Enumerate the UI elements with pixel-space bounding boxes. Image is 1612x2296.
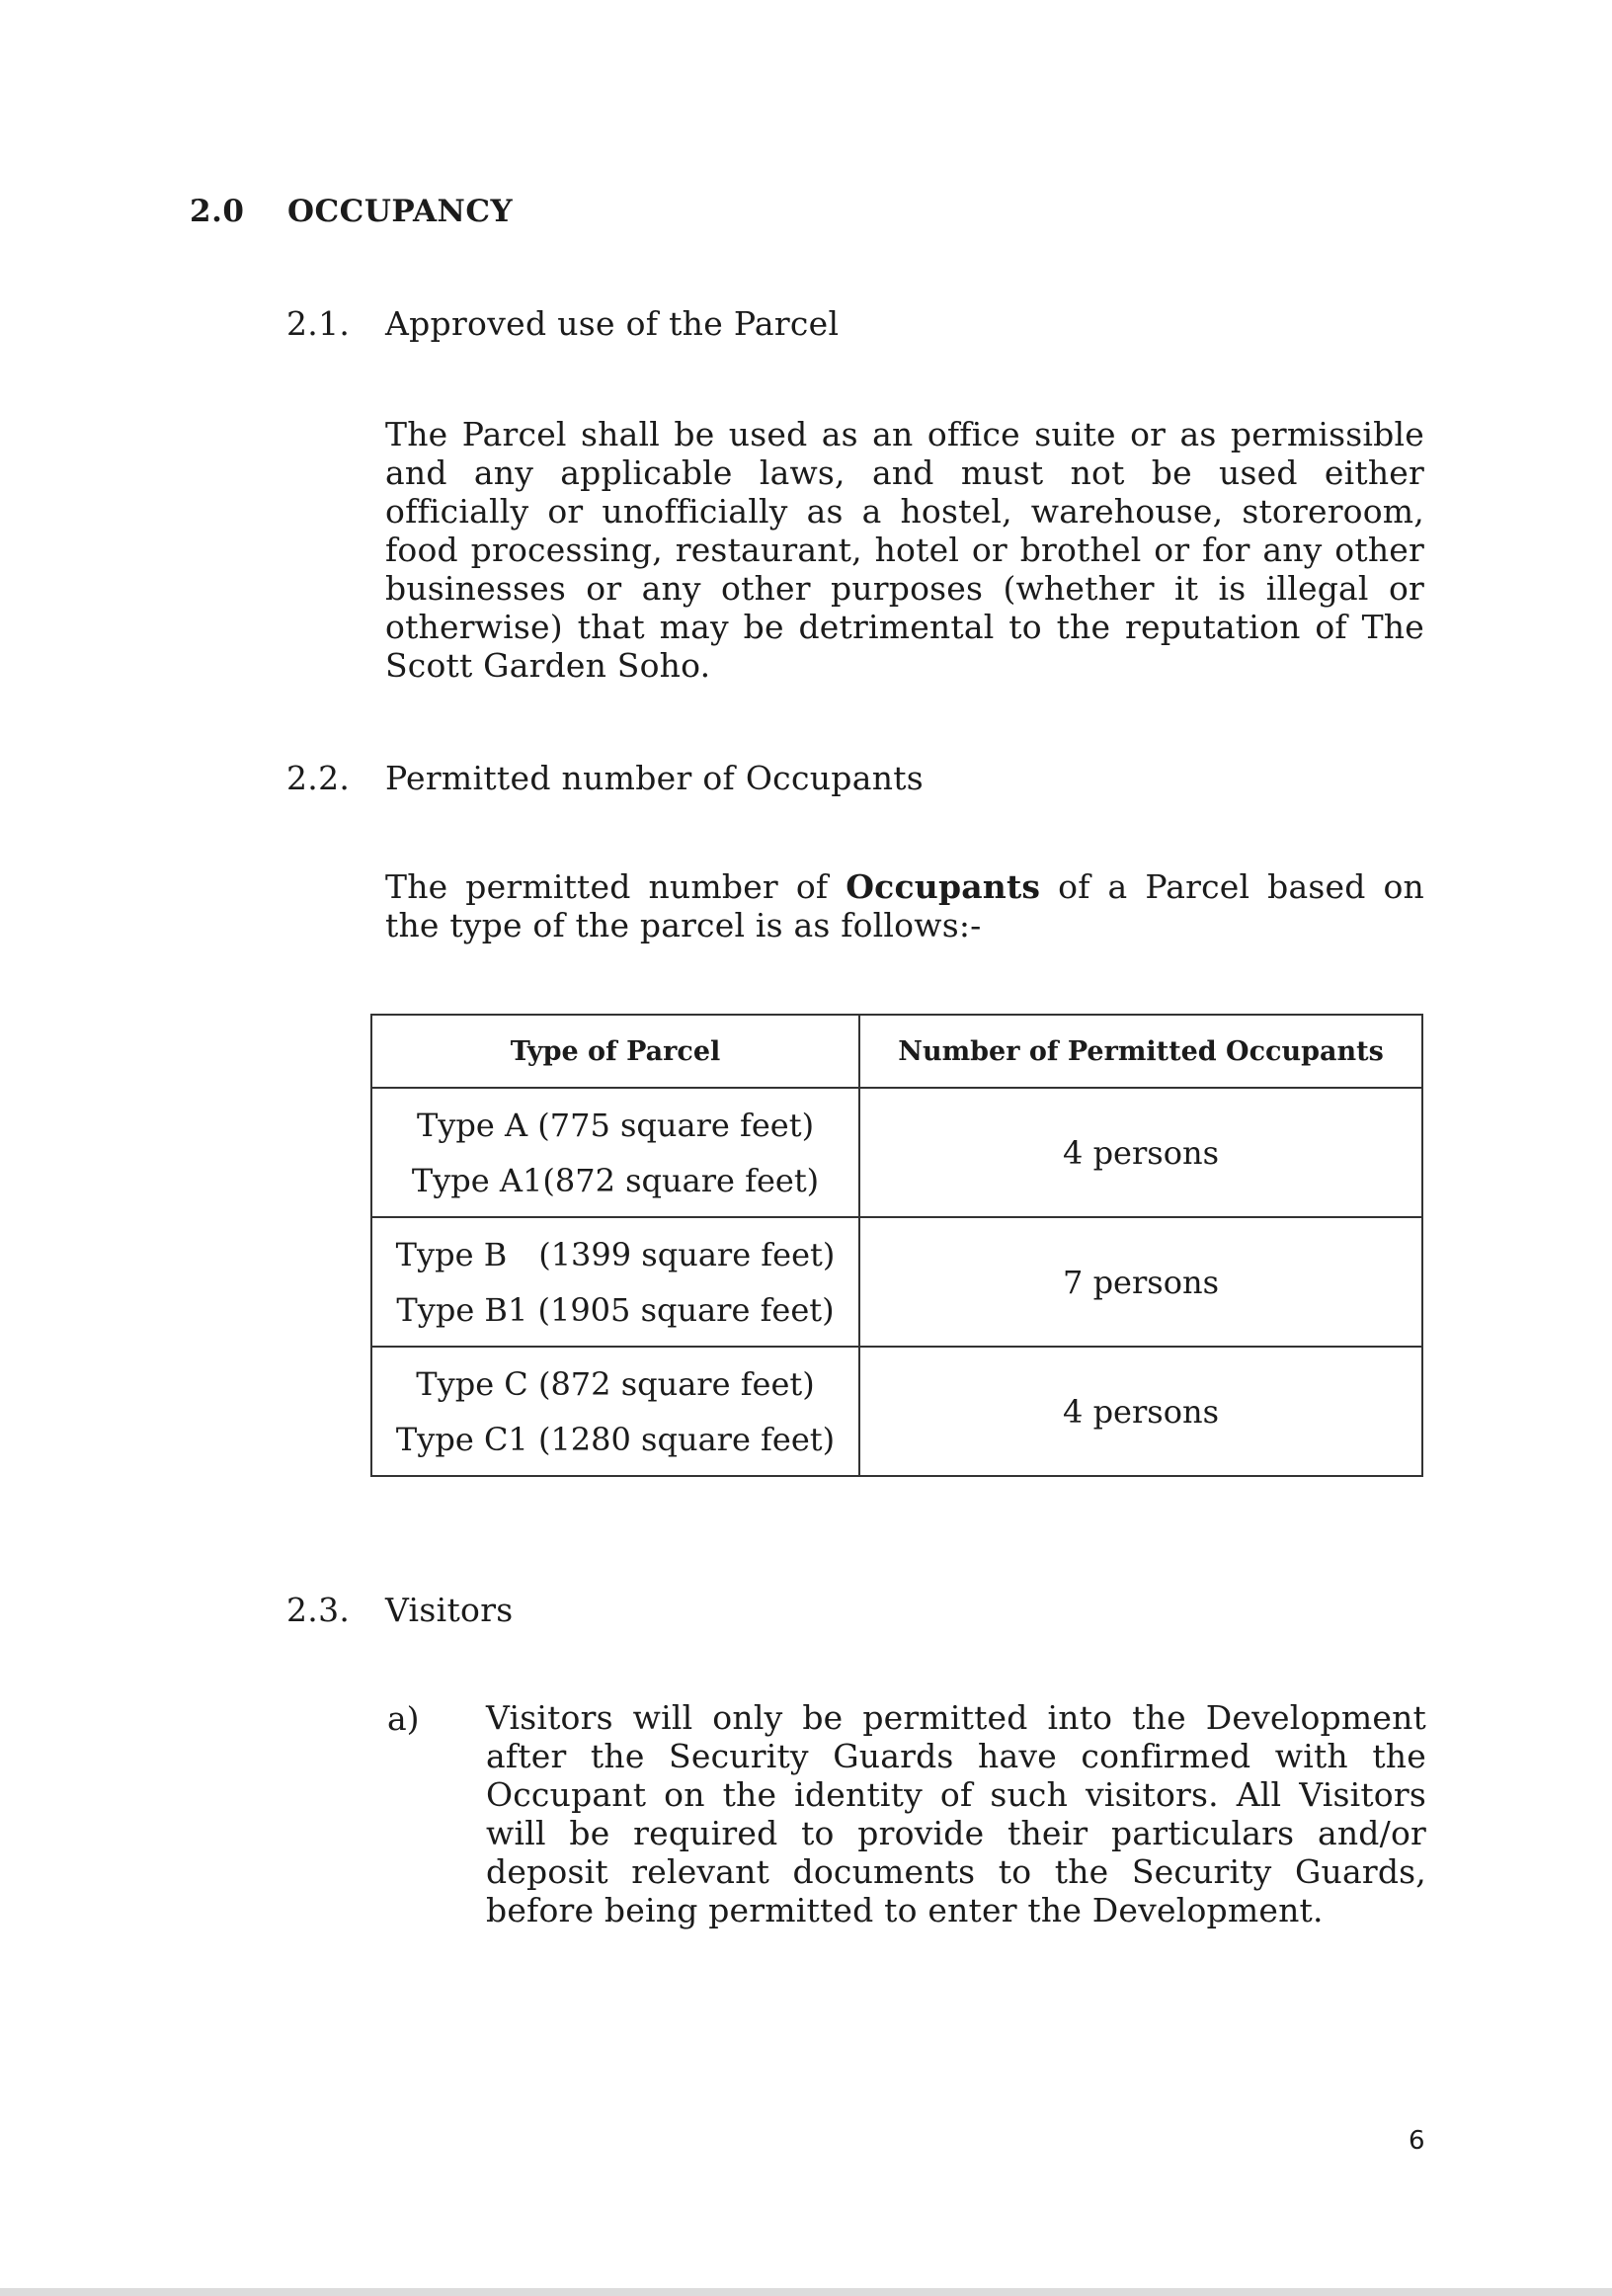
parcel-type-cell (371, 1088, 859, 1217)
header-permitted-occupants: Number of Permitted Occupants (859, 1015, 1422, 1088)
subsection-title: Visitors (385, 1591, 514, 1629)
table-row (371, 1347, 1422, 1476)
parcel-type: Type A (775 square feet) (416, 1106, 815, 1144)
header-type-of-parcel: Type of Parcel (371, 1015, 859, 1088)
paragraph-text: of a Parcel based on the type of the parcel is as follows:- (385, 867, 1424, 944)
bold-term: Occupants (846, 867, 1041, 906)
parcel-type: Type A1(872 square feet) (411, 1161, 820, 1199)
subsection-number: 2.3. (286, 1591, 351, 1629)
permitted-occupants-paragraph (385, 867, 1424, 944)
visitors-paragraph: Visitors will only be permitted into the Development after the Security Guards have confirmed with the Occupant on the identity of such visitors. All Visitors will be required to provide their particulars and/or deposit relevant documents to the Security Guards, before being permitted to enter the Development. (486, 1698, 1426, 1929)
subsection-number: 2.2. (286, 759, 351, 797)
parcel-type-cell (371, 1217, 859, 1347)
table-row (371, 1217, 1422, 1347)
table-row (371, 1088, 1422, 1217)
parcel-type-cell (371, 1347, 859, 1476)
occupants-cell: 4 persons (859, 1347, 1422, 1476)
subsection-title: Approved use of the Parcel (385, 304, 840, 343)
subsection-title: Permitted number of Occupants (385, 759, 925, 797)
parcel-type: Type B (1399 square feet) (395, 1235, 836, 1273)
parcel-type: Type C1 (1280 square feet) (395, 1420, 836, 1458)
occupancy-table (370, 1014, 1423, 1477)
occupants-cell: 4 persons (859, 1088, 1422, 1217)
scan-edge (0, 2288, 1612, 2296)
paragraph-text: The permitted number of (385, 867, 846, 906)
list-item-label: a) (387, 1699, 420, 1738)
occupants-cell: 7 persons (859, 1217, 1422, 1347)
section-title: OCCUPANCY (287, 194, 514, 229)
parcel-type: Type C (872 square feet) (416, 1364, 815, 1403)
page-number: 6 (1409, 2126, 1425, 2156)
approved-use-paragraph: The Parcel shall be used as an office suite or as permissible and any applicable laws, and must not be used either officially or unofficially as a hostel, warehouse, storeroom, food processing, restaurant, hotel or brothel or for any other businesses or any other purposes (whether it is illegal or otherwise) that may be detrimental to the reputation of The Scott Garden Soho. (385, 415, 1424, 685)
section-number: 2.0 (190, 194, 245, 229)
table-header-row (371, 1015, 1422, 1088)
subsection-number: 2.1. (286, 304, 351, 343)
parcel-type: Type B1 (1905 square feet) (396, 1290, 835, 1329)
